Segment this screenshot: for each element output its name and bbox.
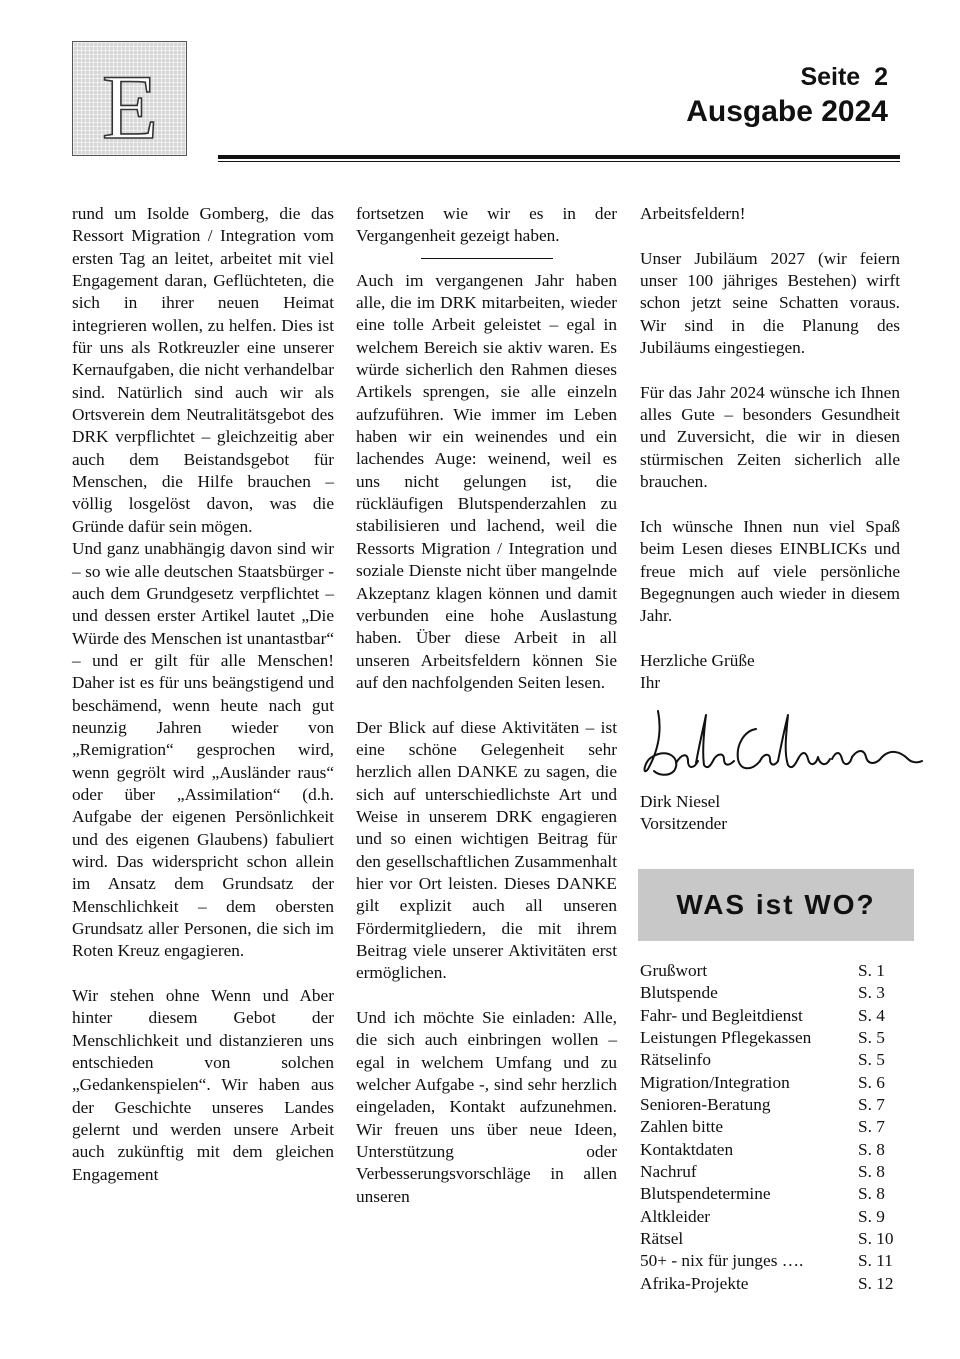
paragraph: Auch im vergangenen Jahr haben alle, die im DRK mitarbeiten, wieder eine tolle Arbeit geleistet – egal in welchem Bereich sie aktiv waren. Es würde sicherlich den Rahmen dieses Artikels sprengen, sie alle einzeln aufzuführen. Wie immer im Leben haben wir ein weinendes und ein lachendes Auge: weinend, weil es uns nicht gelungen ist, die rückläufigen Blutspenderzahlen zu stabilisieren und lachend, weil die Ressorts Migration / Integration und soziale Dienste nicht über mangelnde Akzeptanz klagen können und damit verbunden eine hohe Auslastung haben. Über diese Arbeit in all unseren Arbeitsfeldern können Sie auf den nachfolgenden Seiten lesen. [356, 270, 617, 692]
toc-item-label: Afrika-Projekte [640, 1273, 749, 1293]
issue-label: Ausgabe 2024 [686, 95, 888, 128]
toc-item-page: S. 7 [858, 1117, 885, 1137]
toc-item-label: Fahr- und Begleitdienst [640, 1005, 803, 1025]
toc-item-page: S. 11 [858, 1251, 893, 1271]
toc-item-label: Altkleider [640, 1206, 711, 1226]
toc-item-label: Nachruf [640, 1162, 697, 1182]
toc-item-label: Blutspendetermine [640, 1184, 771, 1204]
table-of-contents [640, 960, 900, 1295]
toc-item-label: Migration/Integration [640, 1072, 790, 1092]
toc-item-label: 50+ - nix für junges …. [640, 1251, 804, 1271]
signature-image [638, 701, 923, 783]
toc-row [640, 1116, 900, 1138]
greeting: Herzliche Grüße [640, 650, 755, 670]
toc-item-page: S. 3 [858, 983, 885, 1003]
paragraph: fortsetzen wie wir es in der Vergangenheit gezeigt haben. [356, 204, 617, 246]
toc-item-label: Grußwort [640, 961, 708, 980]
toc-item-page: S. 10 [858, 1229, 894, 1249]
toc-row [640, 1049, 900, 1071]
toc-row [640, 1250, 900, 1272]
toc-item-label: Rätselinfo [640, 1050, 712, 1070]
toc-row [640, 1094, 900, 1116]
paragraph: Für das Jahr 2024 wünsche ich Ihnen alles Gute – besonders Gesundheit und Zuversicht, die wir in diesen stürmischen Zeiten sicherlich alle brauchen. [640, 382, 900, 492]
toc-row [640, 1183, 900, 1205]
toc-row [640, 1072, 900, 1094]
toc-item-label: Leistungen Pflegekassen [640, 1028, 812, 1048]
toc-item-page: S. 5 [858, 1050, 885, 1070]
header-rule-thin [218, 161, 900, 162]
signer-role: Vorsitzender [640, 813, 728, 833]
page-number: Seite 2 [800, 63, 888, 91]
toc-item-page: S. 8 [858, 1162, 885, 1182]
logo-letter: E [101, 56, 159, 157]
closing: Ihr [640, 673, 661, 693]
toc-item-page: S. 4 [858, 1005, 885, 1025]
toc-item-page: S. 9 [858, 1206, 885, 1226]
paragraph: rund um Isolde Gomberg, die das Ressort Migration / Integration vom ersten Tag an leitet, arbeitet mit viel Engagement daran, Geflüchteten, die sich in ihrer neuen Heimat integrieren wollen, zu helfen. Dies ist für uns als Rotkreuzler eine unserer Kernaufgaben, die nicht verhandelbar sind. Natürlich sind auch wir als Ortsverein dem Neutralitätsgebot des DRK verpflichtet – gleichzeitig aber auch dem Beistandsgebot für Menschen, die Hilfe brauchen – völlig losgelöst davon, was die Gründe dafür sein mögen. [72, 204, 334, 536]
toc-row [640, 960, 900, 982]
toc-title: WAS ist WO? [638, 869, 914, 941]
toc-item-page: S. 1 [858, 961, 885, 980]
toc-item-label: Rätsel [640, 1229, 684, 1249]
paragraph: Ich wünsche Ihnen nun viel Spaß beim Lesen dieses EINBLICKs und freue mich auf viele persönliche Begegnungen auch wieder in diesem Jahr. [640, 516, 900, 626]
logo-letter-graphic [73, 42, 188, 157]
toc-item-page: S. 7 [858, 1095, 885, 1115]
toc-row [640, 1027, 900, 1049]
article-column-3 [640, 203, 900, 835]
paragraph: Der Blick auf diese Aktivitäten – ist eine schöne Gelegenheit sehr herzlich allen DANKE zu sagen, die sich auf unterschiedlichste Art und Weise in unserem DRK engagieren und so einen wichtigen Beitrag für den gesellschaftlichen Zusammenhalt hier vor Ort leisten. Dieses DANKE gilt explizit auch all unseren Fördermitgliedern, die mit ihrem Beitrag viele unserer Aktivitäten erst ermöglichen. [356, 717, 617, 983]
toc-item-label: Zahlen bitte [640, 1117, 724, 1137]
signer-name: Dirk Niesel [640, 791, 721, 811]
toc-row [640, 1206, 900, 1228]
newsletter-logo [72, 41, 187, 156]
paragraph: Arbeitsfeldern! [640, 204, 746, 223]
paragraph: Und ich möchte Sie einladen: Alle, die sich auch einbringen wollen – egal in welchem Umfang und zu welcher Aufgabe -, sind sehr herzlich eingeladen, Kontakt aufzunehmen. Wir freuen uns über neue Ideen, Unterstützung oder Verbesserungsvorschläge in allen unseren [356, 1008, 617, 1206]
header-rule-thick [218, 155, 900, 159]
paragraph: Wir stehen ohne Wenn und Aber hinter diesem Gebot der Menschlichkeit und distanzieren uns entschieden von solchen „Gedankenspielen“. Wir haben aus der Geschichte unseres Landes gelernt und werden unsere Arbeit auch zukünftig mit dem gleichen Engagement [72, 986, 334, 1184]
toc-row [640, 982, 900, 1004]
paragraph: Und ganz unabhängig davon sind wir – so wie alle deutschen Staatsbürger - auch dem Grundgesetz verpflichtet – und dessen erster Artikel lautet „Die Würde des Menschen ist unantastbar“ – und er gilt für alle Menschen! Daher ist es für uns beängstigend und beschämend, wenn heute nach gut neunzig Jahren wieder von „Remigration“ gesprochen wird, wenn gegrölt wird „Ausländer raus“ oder über „Assimilation“ (d.h. Aufgabe der eigenen Persönlichkeit und des eigenen Glaubens) fabuliert wird. Das widerspricht schon allein im Ansatz dem Grundsatz der Menschlichkeit – dem obersten Grundsatz aller Personen, die sich im Roten Kreuz engagieren. [72, 539, 335, 961]
toc-item-label: Senioren-Beratung [640, 1095, 771, 1115]
toc-row [640, 1005, 900, 1027]
toc-item-label: Kontaktdaten [640, 1139, 734, 1159]
toc-row [640, 1139, 900, 1161]
toc-item-page: S. 8 [858, 1139, 885, 1159]
article-column-2 [356, 203, 617, 1230]
toc-item-page: S. 6 [858, 1072, 885, 1092]
toc-row [640, 1273, 900, 1295]
paragraph: Unser Jubiläum 2027 (wir feiern unser 100 jähriges Bestehen) wirft schon jetzt seine Schatten voraus. Wir sind in die Planung des Jubiläums eingestiegen. [640, 248, 900, 358]
toc-item-page: S. 8 [858, 1184, 885, 1204]
toc-row [640, 1228, 900, 1250]
toc-item-label: Blutspende [640, 983, 718, 1003]
toc-item-page: S. 5 [858, 1028, 885, 1048]
toc-row [640, 1161, 900, 1183]
article-column-1 [72, 203, 334, 1208]
toc-item-page: S. 12 [858, 1273, 894, 1293]
section-divider [421, 258, 553, 259]
page-header [686, 62, 888, 132]
